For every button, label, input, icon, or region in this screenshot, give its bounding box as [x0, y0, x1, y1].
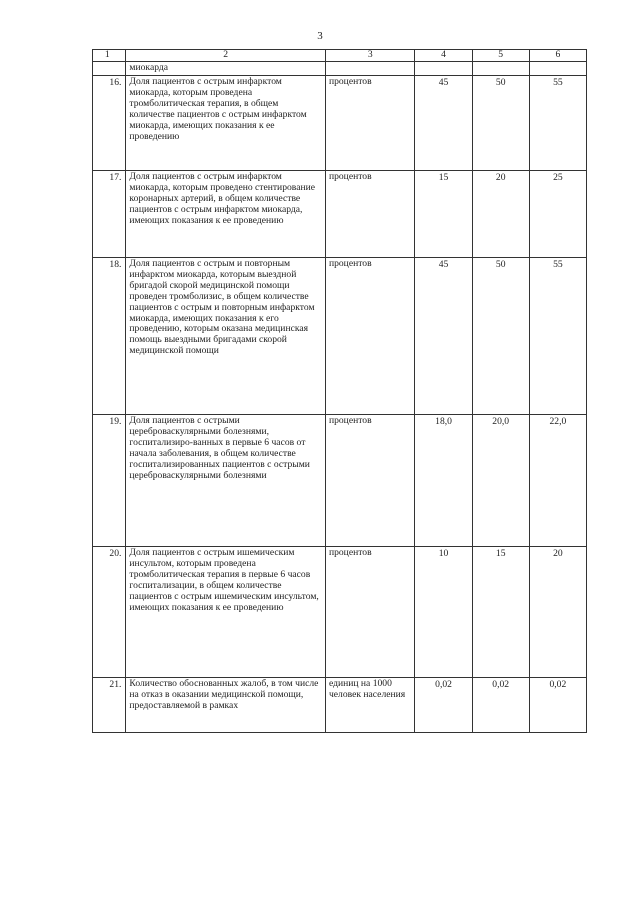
row-number: 18.	[93, 258, 126, 415]
value-cell: 15	[472, 547, 529, 678]
table-row	[93, 415, 587, 547]
table-row	[93, 171, 587, 258]
cell-empty	[529, 62, 586, 76]
indicator-text: Доля пациентов с острыми цереброваскулярными болезнями, госпитализиро-ванных в первые 6 часов от начала заболевания, в общем количестве госпитализированных пациентов с острыми цереброваскулярными болезнями	[126, 415, 326, 547]
header-col-6: 6	[529, 50, 586, 62]
value-cell: 50	[472, 76, 529, 171]
value-cell: 0,02	[415, 678, 472, 733]
table-row	[93, 547, 587, 678]
cell-continuation-text: миокарда	[126, 62, 326, 76]
indicator-text: Количество обоснованных жалоб, в том числе на отказ в оказании медицинской помощи, предоставляемой в рамках	[126, 678, 326, 733]
indicator-text: Доля пациентов с острым ишемическим инсультом, которым проведена тромболитическая терапия в первые 6 часов госпитализации, в общем количестве пациентов с острым ишемическим инсультом, имеющих показания к ее проведению	[126, 547, 326, 678]
cell-empty	[472, 62, 529, 76]
page-number: 3	[317, 30, 323, 42]
row-number: 17.	[93, 171, 126, 258]
table-row	[93, 258, 587, 415]
row-number: 16.	[93, 76, 126, 171]
unit-cell: процентов	[325, 547, 415, 678]
value-cell: 20	[529, 547, 586, 678]
indicator-text: Доля пациентов с острым инфарктом миокарда, которым проведена тромболитическая терапия, в общем количестве пациентов с острым инфарктом миокарда, имеющих показания к ее проведению	[126, 76, 326, 171]
cell-empty	[93, 62, 126, 76]
value-cell: 22,0	[529, 415, 586, 547]
row-number: 21.	[93, 678, 126, 733]
value-cell: 0,02	[529, 678, 586, 733]
row-number: 19.	[93, 415, 126, 547]
header-col-1: 1	[93, 50, 126, 62]
header-col-5: 5	[472, 50, 529, 62]
unit-cell: процентов	[325, 76, 415, 171]
value-cell: 20,0	[472, 415, 529, 547]
unit-cell: процентов	[325, 258, 415, 415]
indicator-text: Доля пациентов с острым и повторным инфарктом миокарда, которым выездной бригадой скорой медицинской помощи проведен тромболизис, в общем количестве пациентов с острым и повторным инфарктом миокарда, имеющих показания к его проведению, которым оказана медицинская помощь выездными бригадами скорой медицинской помощи	[126, 258, 326, 415]
indicator-text: Доля пациентов с острым инфарктом миокарда, которым проведено стентирование коронарных артерий, в общем количестве пациентов с острым инфарктом миокарда, имеющих показания к ее проведению	[126, 171, 326, 258]
row-number: 20.	[93, 547, 126, 678]
value-cell: 55	[529, 76, 586, 171]
value-cell: 0,02	[472, 678, 529, 733]
cell-empty	[325, 62, 415, 76]
table-row	[93, 76, 587, 171]
table-row-continuation	[93, 62, 587, 76]
header-col-3: 3	[325, 50, 415, 62]
unit-cell: процентов	[325, 415, 415, 547]
header-col-2: 2	[126, 50, 326, 62]
value-cell: 55	[529, 258, 586, 415]
value-cell: 10	[415, 547, 472, 678]
value-cell: 15	[415, 171, 472, 258]
value-cell: 45	[415, 76, 472, 171]
table-row	[93, 678, 587, 733]
table-header-row	[93, 50, 587, 62]
value-cell: 20	[472, 171, 529, 258]
cell-empty	[415, 62, 472, 76]
unit-cell: процентов	[325, 171, 415, 258]
value-cell: 45	[415, 258, 472, 415]
value-cell: 18,0	[415, 415, 472, 547]
value-cell: 50	[472, 258, 529, 415]
header-col-4: 4	[415, 50, 472, 62]
indicators-table	[92, 49, 587, 733]
value-cell: 25	[529, 171, 586, 258]
unit-cell: единиц на 1000 человек населения	[325, 678, 415, 733]
